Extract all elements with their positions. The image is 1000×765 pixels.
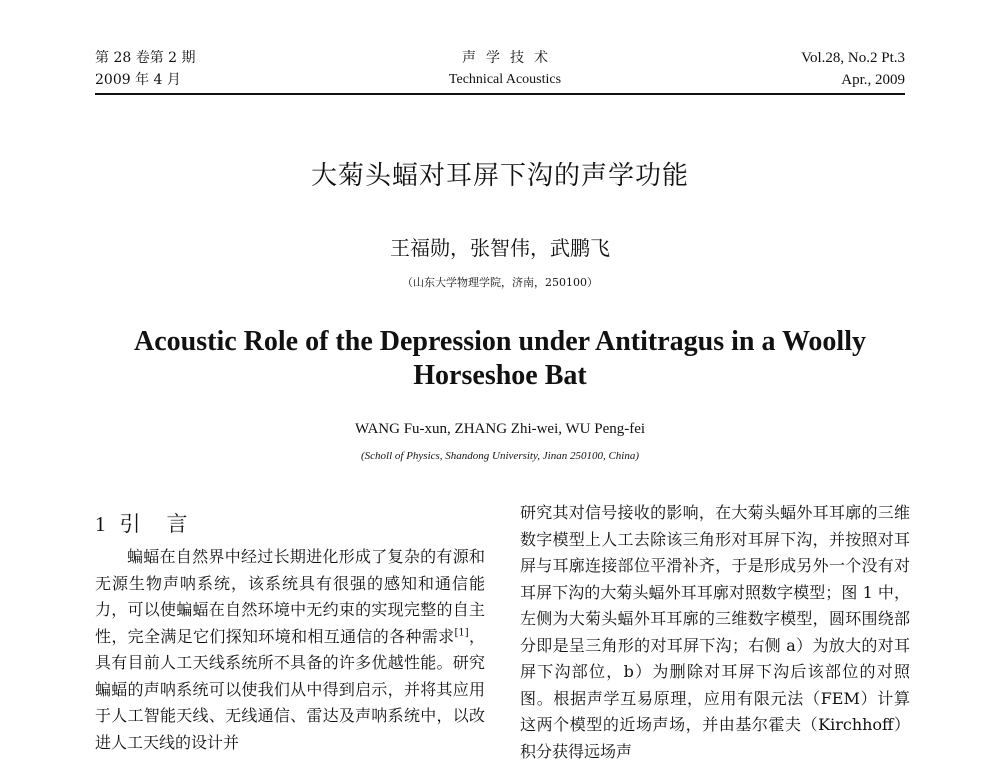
- affiliation-cn: （山东大学物理学院，济南，250100）: [402, 276, 598, 289]
- paragraph-text-part-1: 蝙蝠在自然界中经过长期进化形成了复杂的有源和无源生物声呐系统，该系统具有很强的感知和通信能力，可以使蝙蝠在自然环境中无约束的实现完整的自主性，完全满足它们探知环境和相互通信的各种需求: [95, 547, 485, 646]
- paragraph-intro: [95, 544, 485, 756]
- authors-cn: 王福勋，张智伟，武鹏飞: [390, 236, 610, 260]
- body-column-left: [95, 544, 485, 756]
- affiliation-en: (Scholl of Physics, Shandong University, Jinan 250100, China): [360, 450, 640, 462]
- body-column-right: [520, 500, 910, 765]
- paper-title-cn: 大菊头蝠对耳屏下沟的声学功能: [310, 161, 689, 191]
- header-center: [420, 47, 590, 91]
- paragraph-continued: 研究其对信号接收的影响，在大菊头蝠外耳耳廓的三维数字模型上人工去除该三角形对耳屏下沟，并按照对耳屏与耳廓连接部位平滑补齐，于是形成另外一个没有对耳屏下沟的大菊头蝠外耳耳廓对照数字模型；图 1 中，左侧为大菊头蝠外耳耳廓的三维数字模型，圆环围绕部分即是呈三角形的对耳屏下沟；右侧 a）为放大的对耳屏下沟部位，b）为删除对耳屏下沟后该部位的对照图。根据声学互易原理，应用有限元法（FEM）计算这两个模型的近场声场，并由基尔霍夫（Kirchhoff）积分获得远场声: [520, 503, 910, 761]
- section-heading-introduction: [95, 508, 188, 538]
- citation-ref[interactable]: [1]: [454, 627, 469, 639]
- journal-header: [0, 0, 1000, 100]
- journal-name-cn: 声学技术: [462, 50, 558, 66]
- header-right: [801, 47, 905, 91]
- date-cn: 2009 年 4 月: [95, 72, 181, 88]
- paper-title-en: Acoustic Role of the Depression under Antitragus in a Woolly Horseshoe Bat: [134, 326, 866, 391]
- journal-name-en: Technical Acoustics: [448, 72, 562, 87]
- section-number: 1: [95, 512, 106, 536]
- header-left: [95, 47, 196, 91]
- authors-en: WANG Fu-xun, ZHANG Zhi-wei, WU Peng-fei: [354, 421, 646, 437]
- volume-issue-cn: 第 28 卷第 2 期: [95, 50, 196, 66]
- section-title-char-1: 引: [119, 512, 141, 536]
- section-title-char-2: 言: [166, 512, 188, 536]
- date-en: Apr., 2009: [841, 72, 905, 88]
- volume-issue-en: Vol.28, No.2 Pt.3: [801, 50, 905, 66]
- header-rule: [95, 93, 905, 95]
- paragraph-text-part-2: ，具有目前人工天线系统所不具备的许多优越性能。研究蝙蝠的声呐系统可以使我们从中得到启示，并将其应用于人工智能天线、无线通信、雷达及声呐系统中，以改进人工天线的设计并: [95, 626, 485, 752]
